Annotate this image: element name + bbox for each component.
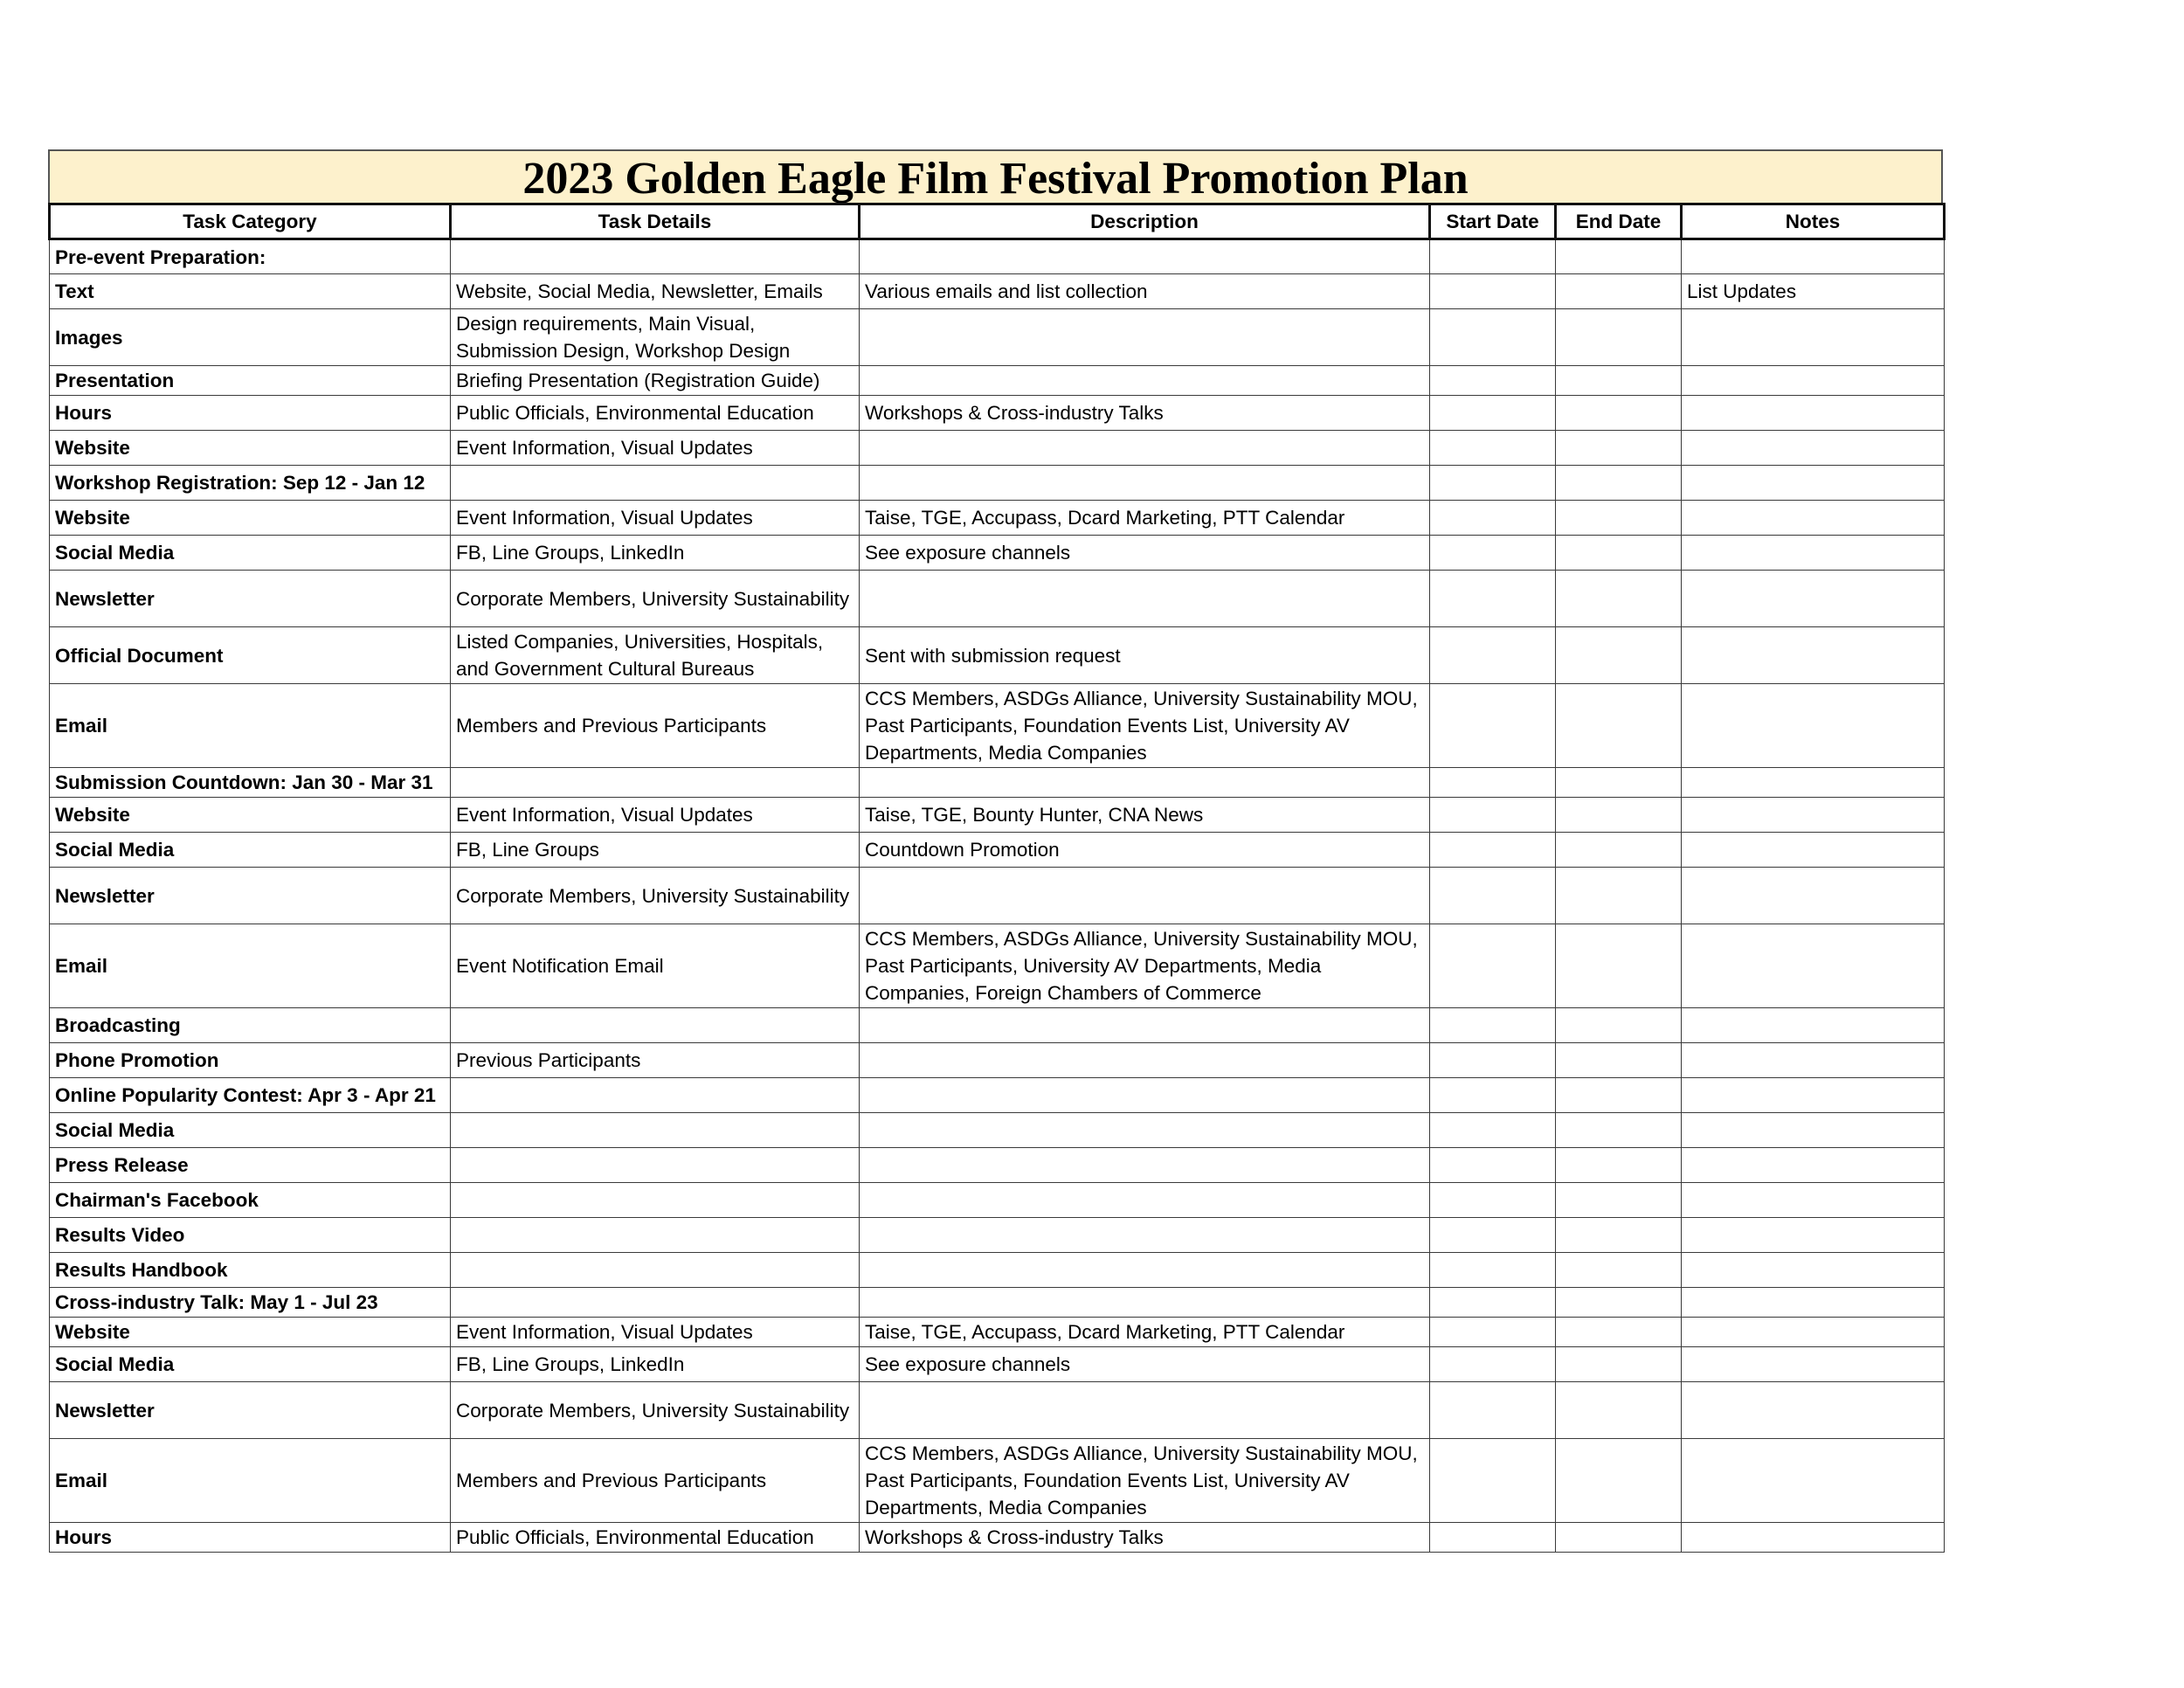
cell-description[interactable]: See exposure channels	[860, 1347, 1430, 1382]
cell-start-date[interactable]	[1430, 1218, 1556, 1253]
cell-task-category[interactable]: Newsletter	[50, 868, 451, 924]
cell-description[interactable]: Taise, TGE, Accupass, Dcard Marketing, PTT Calendar	[860, 1318, 1430, 1347]
promotion-plan-table	[48, 203, 1946, 1553]
cell-task-category[interactable]: Hours	[50, 396, 451, 431]
cell-notes[interactable]	[1682, 1347, 1945, 1382]
cell-start-date[interactable]	[1430, 431, 1556, 466]
cell-end-date[interactable]	[1556, 924, 1682, 1008]
cell-task-category[interactable]: Social Media	[50, 833, 451, 868]
cell-task-category[interactable]: Workshop Registration: Sep 12 - Jan 12	[50, 466, 451, 501]
cell-task-details[interactable]: Members and Previous Participants	[451, 684, 860, 768]
table-row	[50, 309, 1945, 366]
cell-end-date[interactable]	[1556, 833, 1682, 868]
cell-notes[interactable]	[1682, 833, 1945, 868]
cell-task-category[interactable]: Official Document	[50, 627, 451, 684]
cell-start-date[interactable]	[1430, 536, 1556, 571]
table-row	[50, 1523, 1945, 1553]
cell-start-date[interactable]	[1430, 1148, 1556, 1183]
cell-notes[interactable]	[1682, 768, 1945, 798]
cell-description[interactable]: Workshops & Cross-industry Talks	[860, 1523, 1430, 1553]
cell-end-date[interactable]	[1556, 274, 1682, 309]
cell-task-details[interactable]: Event Information, Visual Updates	[451, 1318, 860, 1347]
cell-task-category[interactable]: Newsletter	[50, 571, 451, 627]
table-row	[50, 627, 1945, 684]
cell-description[interactable]: See exposure channels	[860, 536, 1430, 571]
cell-notes[interactable]	[1682, 466, 1945, 501]
cell-description[interactable]: CCS Members, ASDGs Alliance, University Sustainability MOU, Past Participants, Foundation Events List, University AV Departments, Media Companies	[860, 684, 1430, 768]
column-header-description[interactable]: Description	[860, 204, 1430, 239]
cell-task-category[interactable]: Social Media	[50, 1347, 451, 1382]
cell-description[interactable]	[860, 239, 1430, 274]
cell-end-date[interactable]	[1556, 536, 1682, 571]
cell-notes[interactable]	[1682, 309, 1945, 366]
table-row	[50, 1078, 1945, 1113]
cell-description[interactable]	[860, 466, 1430, 501]
cell-task-details[interactable]	[451, 466, 860, 501]
cell-end-date[interactable]	[1556, 239, 1682, 274]
cell-notes[interactable]: List Updates	[1682, 274, 1945, 309]
cell-task-details[interactable]: Design requirements, Main Visual, Submission Design, Workshop Design	[451, 309, 860, 366]
cell-notes[interactable]	[1682, 798, 1945, 833]
spreadsheet	[48, 149, 1943, 1553]
cell-task-details[interactable]	[451, 1148, 860, 1183]
cell-notes[interactable]	[1682, 571, 1945, 627]
cell-task-category[interactable]: Website	[50, 1318, 451, 1347]
cell-end-date[interactable]	[1556, 1008, 1682, 1043]
table-row	[50, 798, 1945, 833]
cell-start-date[interactable]	[1430, 366, 1556, 396]
cell-description[interactable]	[860, 1183, 1430, 1218]
cell-task-category[interactable]: Broadcasting	[50, 1008, 451, 1043]
cell-start-date[interactable]	[1430, 1382, 1556, 1439]
cell-end-date[interactable]	[1556, 768, 1682, 798]
cell-description[interactable]	[860, 1253, 1430, 1288]
cell-task-category[interactable]: Press Release	[50, 1148, 451, 1183]
cell-task-details[interactable]	[451, 1078, 860, 1113]
table-row	[50, 1008, 1945, 1043]
cell-start-date[interactable]	[1430, 1523, 1556, 1553]
cell-start-date[interactable]	[1430, 768, 1556, 798]
cell-description[interactable]	[860, 1043, 1430, 1078]
cell-notes[interactable]	[1682, 396, 1945, 431]
column-header-task-category[interactable]: Task Category	[50, 204, 451, 239]
table-row	[50, 571, 1945, 627]
column-header-start-date[interactable]: Start Date	[1430, 204, 1556, 239]
cell-task-details[interactable]: Corporate Members, University Sustainability	[451, 571, 860, 627]
cell-start-date[interactable]	[1430, 684, 1556, 768]
table-row	[50, 239, 1945, 274]
sheet-title: 2023 Golden Eagle Film Festival Promotion Plan	[48, 149, 1943, 203]
cell-notes[interactable]	[1682, 627, 1945, 684]
table-row	[50, 1043, 1945, 1078]
cell-task-category[interactable]: Chairman's Facebook	[50, 1183, 451, 1218]
table-row	[50, 396, 1945, 431]
table-row	[50, 1382, 1945, 1439]
table-row	[50, 431, 1945, 466]
cell-task-details[interactable]: Event Notification Email	[451, 924, 860, 1008]
cell-notes[interactable]	[1682, 924, 1945, 1008]
cell-description[interactable]	[860, 1008, 1430, 1043]
cell-task-category[interactable]: Newsletter	[50, 1382, 451, 1439]
cell-task-category[interactable]: Cross-industry Talk: May 1 - Jul 23	[50, 1288, 451, 1318]
cell-end-date[interactable]	[1556, 1078, 1682, 1113]
cell-start-date[interactable]	[1430, 274, 1556, 309]
cell-description[interactable]	[860, 1218, 1430, 1253]
table-row	[50, 1183, 1945, 1218]
cell-task-details[interactable]: Corporate Members, University Sustainability	[451, 1382, 860, 1439]
cell-description[interactable]: CCS Members, ASDGs Alliance, University Sustainability MOU, Past Participants, University AV Departments, Media Companies, Foreign Chambers of Commerce	[860, 924, 1430, 1008]
cell-task-details[interactable]: Event Information, Visual Updates	[451, 798, 860, 833]
cell-end-date[interactable]	[1556, 1113, 1682, 1148]
cell-notes[interactable]	[1682, 1253, 1945, 1288]
cell-task-details[interactable]: Event Information, Visual Updates	[451, 431, 860, 466]
cell-start-date[interactable]	[1430, 1439, 1556, 1523]
cell-description[interactable]: Sent with submission request	[860, 627, 1430, 684]
cell-end-date[interactable]	[1556, 1148, 1682, 1183]
cell-task-category[interactable]: Results Video	[50, 1218, 451, 1253]
cell-notes[interactable]	[1682, 1008, 1945, 1043]
cell-description[interactable]	[860, 1113, 1430, 1148]
cell-task-category[interactable]: Social Media	[50, 536, 451, 571]
cell-task-category[interactable]: Email	[50, 924, 451, 1008]
cell-notes[interactable]	[1682, 1183, 1945, 1218]
cell-end-date[interactable]	[1556, 309, 1682, 366]
cell-task-details[interactable]: Briefing Presentation (Registration Guide)	[451, 366, 860, 396]
cell-description[interactable]	[860, 431, 1430, 466]
table-row	[50, 1253, 1945, 1288]
cell-notes[interactable]	[1682, 1113, 1945, 1148]
cell-notes[interactable]	[1682, 1382, 1945, 1439]
cell-start-date[interactable]	[1430, 466, 1556, 501]
cell-description[interactable]: Various emails and list collection	[860, 274, 1430, 309]
table-row	[50, 868, 1945, 924]
cell-task-category[interactable]: Presentation	[50, 366, 451, 396]
cell-end-date[interactable]	[1556, 868, 1682, 924]
cell-task-category[interactable]: Hours	[50, 1523, 451, 1553]
cell-description[interactable]	[860, 366, 1430, 396]
column-header-end-date[interactable]: End Date	[1556, 204, 1682, 239]
cell-start-date[interactable]	[1430, 309, 1556, 366]
table-row	[50, 924, 1945, 1008]
cell-start-date[interactable]	[1430, 239, 1556, 274]
cell-start-date[interactable]	[1430, 798, 1556, 833]
cell-start-date[interactable]	[1430, 1043, 1556, 1078]
table-row	[50, 1439, 1945, 1523]
cell-task-details[interactable]: Members and Previous Participants	[451, 1439, 860, 1523]
cell-end-date[interactable]	[1556, 684, 1682, 768]
table-body	[50, 239, 1945, 1553]
cell-task-category[interactable]: Submission Countdown: Jan 30 - Mar 31	[50, 768, 451, 798]
cell-end-date[interactable]	[1556, 1439, 1682, 1523]
cell-end-date[interactable]	[1556, 1318, 1682, 1347]
cell-task-details[interactable]: FB, Line Groups	[451, 833, 860, 868]
table-row	[50, 1347, 1945, 1382]
cell-end-date[interactable]	[1556, 501, 1682, 536]
cell-start-date[interactable]	[1430, 1008, 1556, 1043]
table-row	[50, 501, 1945, 536]
cell-description[interactable]: Taise, TGE, Bounty Hunter, CNA News	[860, 798, 1430, 833]
cell-task-details[interactable]	[451, 768, 860, 798]
cell-start-date[interactable]	[1430, 1078, 1556, 1113]
table-row	[50, 1113, 1945, 1148]
cell-description[interactable]	[860, 571, 1430, 627]
cell-notes[interactable]	[1682, 1043, 1945, 1078]
cell-task-category[interactable]: Website	[50, 431, 451, 466]
cell-description[interactable]: Taise, TGE, Accupass, Dcard Marketing, PTT Calendar	[860, 501, 1430, 536]
cell-task-details[interactable]	[451, 1183, 860, 1218]
cell-end-date[interactable]	[1556, 798, 1682, 833]
cell-description[interactable]	[860, 768, 1430, 798]
cell-description[interactable]	[860, 868, 1430, 924]
cell-notes[interactable]	[1682, 1288, 1945, 1318]
cell-start-date[interactable]	[1430, 868, 1556, 924]
cell-notes[interactable]	[1682, 536, 1945, 571]
cell-task-category[interactable]: Pre-event Preparation:	[50, 239, 451, 274]
header-row	[50, 204, 1945, 239]
cell-start-date[interactable]	[1430, 833, 1556, 868]
cell-task-details[interactable]: FB, Line Groups, LinkedIn	[451, 1347, 860, 1382]
table-row	[50, 536, 1945, 571]
cell-task-details[interactable]	[451, 1218, 860, 1253]
table-row	[50, 274, 1945, 309]
cell-end-date[interactable]	[1556, 571, 1682, 627]
table-row	[50, 366, 1945, 396]
cell-start-date[interactable]	[1430, 1347, 1556, 1382]
cell-task-details[interactable]: Public Officials, Environmental Education	[451, 396, 860, 431]
cell-notes[interactable]	[1682, 431, 1945, 466]
cell-description[interactable]: Countdown Promotion	[860, 833, 1430, 868]
cell-task-category[interactable]: Images	[50, 309, 451, 366]
cell-notes[interactable]	[1682, 1078, 1945, 1113]
cell-task-details[interactable]: Previous Participants	[451, 1043, 860, 1078]
cell-task-category[interactable]: Website	[50, 501, 451, 536]
cell-task-details[interactable]: Event Information, Visual Updates	[451, 501, 860, 536]
cell-start-date[interactable]	[1430, 1253, 1556, 1288]
table-row	[50, 768, 1945, 798]
cell-description[interactable]	[860, 1078, 1430, 1113]
cell-end-date[interactable]	[1556, 1218, 1682, 1253]
cell-end-date[interactable]	[1556, 1382, 1682, 1439]
cell-start-date[interactable]	[1430, 571, 1556, 627]
cell-notes[interactable]	[1682, 239, 1945, 274]
cell-start-date[interactable]	[1430, 1288, 1556, 1318]
cell-end-date[interactable]	[1556, 627, 1682, 684]
cell-task-details[interactable]	[451, 239, 860, 274]
table-row	[50, 1288, 1945, 1318]
cell-notes[interactable]	[1682, 1218, 1945, 1253]
cell-start-date[interactable]	[1430, 396, 1556, 431]
cell-end-date[interactable]	[1556, 396, 1682, 431]
cell-task-category[interactable]: Website	[50, 798, 451, 833]
column-header-notes[interactable]: Notes	[1682, 204, 1945, 239]
cell-end-date[interactable]	[1556, 1288, 1682, 1318]
cell-description[interactable]	[860, 1382, 1430, 1439]
table-row	[50, 1218, 1945, 1253]
cell-task-category[interactable]: Social Media	[50, 1113, 451, 1148]
cell-task-category[interactable]: Online Popularity Contest: Apr 3 - Apr 21	[50, 1078, 451, 1113]
table-row	[50, 1318, 1945, 1347]
table-row	[50, 1148, 1945, 1183]
table-row	[50, 833, 1945, 868]
cell-start-date[interactable]	[1430, 1318, 1556, 1347]
cell-task-details[interactable]: Listed Companies, Universities, Hospitals, and Government Cultural Bureaus	[451, 627, 860, 684]
cell-task-details[interactable]: Website, Social Media, Newsletter, Emails	[451, 274, 860, 309]
cell-notes[interactable]	[1682, 1318, 1945, 1347]
cell-task-category[interactable]: Email	[50, 1439, 451, 1523]
cell-notes[interactable]	[1682, 366, 1945, 396]
cell-description[interactable]: CCS Members, ASDGs Alliance, University Sustainability MOU, Past Participants, Foundation Events List, University AV Departments, Media Companies	[860, 1439, 1430, 1523]
cell-description[interactable]	[860, 1288, 1430, 1318]
cell-notes[interactable]	[1682, 1523, 1945, 1553]
cell-end-date[interactable]	[1556, 466, 1682, 501]
cell-start-date[interactable]	[1430, 924, 1556, 1008]
cell-end-date[interactable]	[1556, 1523, 1682, 1553]
cell-task-details[interactable]: FB, Line Groups, LinkedIn	[451, 536, 860, 571]
cell-start-date[interactable]	[1430, 1113, 1556, 1148]
cell-task-details[interactable]	[451, 1288, 860, 1318]
cell-notes[interactable]	[1682, 1439, 1945, 1523]
cell-task-details[interactable]: Corporate Members, University Sustainability	[451, 868, 860, 924]
table-row	[50, 684, 1945, 768]
cell-end-date[interactable]	[1556, 1043, 1682, 1078]
cell-task-category[interactable]: Results Handbook	[50, 1253, 451, 1288]
cell-notes[interactable]	[1682, 868, 1945, 924]
cell-task-details[interactable]	[451, 1253, 860, 1288]
cell-end-date[interactable]	[1556, 1253, 1682, 1288]
cell-task-category[interactable]: Text	[50, 274, 451, 309]
cell-task-details[interactable]	[451, 1008, 860, 1043]
table-row	[50, 466, 1945, 501]
cell-description[interactable]	[860, 309, 1430, 366]
cell-task-category[interactable]: Email	[50, 684, 451, 768]
cell-notes[interactable]	[1682, 684, 1945, 768]
cell-task-category[interactable]: Phone Promotion	[50, 1043, 451, 1078]
cell-start-date[interactable]	[1430, 1183, 1556, 1218]
cell-start-date[interactable]	[1430, 627, 1556, 684]
cell-notes[interactable]	[1682, 501, 1945, 536]
column-header-task-details[interactable]: Task Details	[451, 204, 860, 239]
cell-notes[interactable]	[1682, 1148, 1945, 1183]
cell-start-date[interactable]	[1430, 501, 1556, 536]
cell-end-date[interactable]	[1556, 431, 1682, 466]
cell-end-date[interactable]	[1556, 1183, 1682, 1218]
cell-description[interactable]: Workshops & Cross-industry Talks	[860, 396, 1430, 431]
cell-task-details[interactable]	[451, 1113, 860, 1148]
cell-task-details[interactable]: Public Officials, Environmental Education	[451, 1523, 860, 1553]
cell-end-date[interactable]	[1556, 366, 1682, 396]
cell-end-date[interactable]	[1556, 1347, 1682, 1382]
cell-description[interactable]	[860, 1148, 1430, 1183]
